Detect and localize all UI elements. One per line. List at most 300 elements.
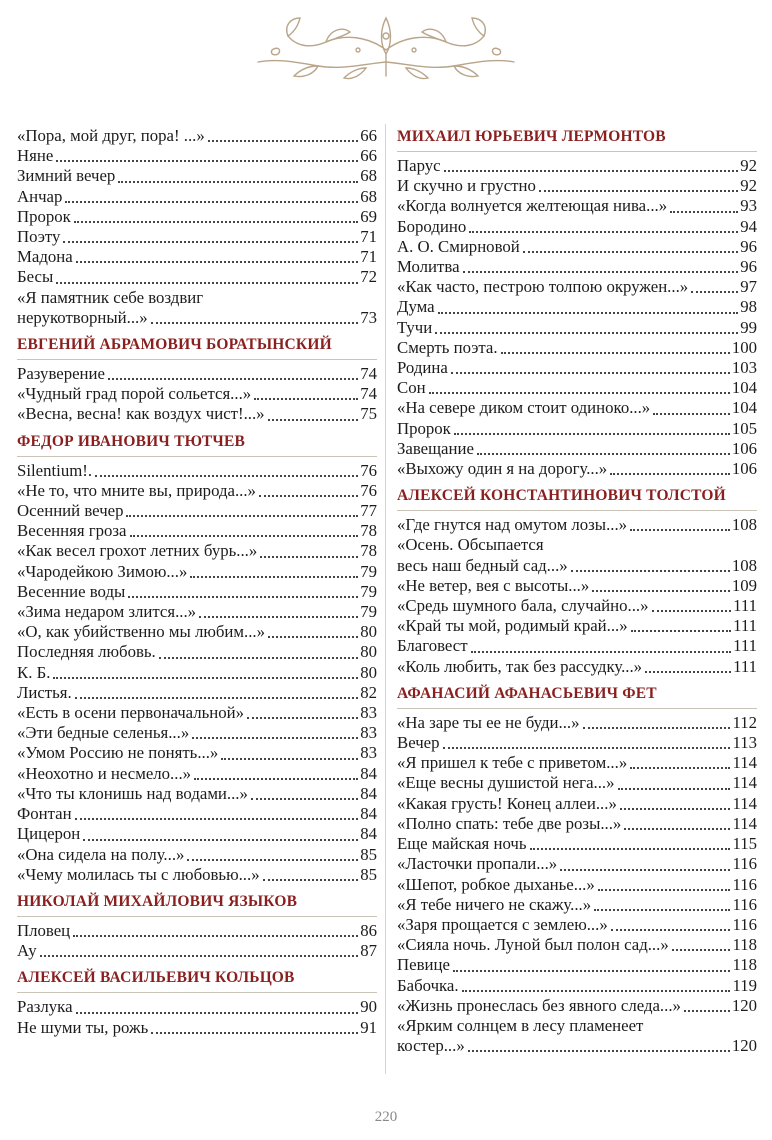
entry-page-number: 106 xyxy=(731,438,757,458)
entry-title: «Осень. Обсыпается xyxy=(397,535,544,555)
dot-leader xyxy=(73,934,358,937)
entry-title: Вечер xyxy=(397,733,440,753)
entry-title: «Какая грусть! Конец аллеи...» xyxy=(397,793,617,813)
entry-title: «Заря прощается с землею...» xyxy=(397,914,608,934)
entry-title: Весенняя гроза xyxy=(17,521,127,541)
toc-entry[interactable] xyxy=(397,338,757,358)
entry-title: Листья. xyxy=(17,682,72,702)
dot-leader xyxy=(592,589,730,592)
entry-title: Ау xyxy=(17,941,37,961)
toc-entry[interactable] xyxy=(17,784,377,804)
toc-entry[interactable] xyxy=(17,602,377,622)
toc-entry[interactable] xyxy=(397,439,757,459)
entry-title: «Не то, что мните вы, природа...» xyxy=(17,480,256,500)
dot-leader xyxy=(199,615,358,618)
entry-page-number: 78 xyxy=(360,521,377,541)
entry-page-number: 82 xyxy=(360,682,377,702)
entry-title: «Ласточки пропали...» xyxy=(397,854,558,874)
toc-entry[interactable] xyxy=(397,535,757,575)
dot-leader xyxy=(74,220,358,223)
entry-page-number: 114 xyxy=(732,773,757,793)
toc-entry[interactable] xyxy=(17,146,377,166)
toc-entry[interactable] xyxy=(397,955,757,975)
dot-leader xyxy=(610,472,730,475)
dot-leader xyxy=(435,331,738,334)
toc-entry[interactable] xyxy=(17,187,377,207)
entry-title-continued: весь наш бедный сад...» xyxy=(397,555,568,575)
toc-entry[interactable] xyxy=(17,207,377,227)
entry-title: «Коль любить, так без рассудку...» xyxy=(397,656,643,676)
toc-entry[interactable] xyxy=(397,773,757,793)
entry-title-continued: костер...» xyxy=(397,1036,465,1056)
dot-leader xyxy=(454,432,730,435)
author-heading: АФАНАСИЙ АФАНАСЬЕВИЧ ФЕТ xyxy=(397,683,757,709)
entry-page-number: 100 xyxy=(731,337,757,357)
entry-page-number: 87 xyxy=(360,941,377,961)
entry-title: Родина xyxy=(397,358,448,378)
toc-entry[interactable] xyxy=(397,616,757,636)
toc-entry[interactable] xyxy=(17,541,377,561)
dot-leader xyxy=(583,726,731,729)
entry-title: «Пора, мой друг, пора! ...» xyxy=(17,126,205,145)
dot-leader xyxy=(594,908,730,911)
entry-page-number: 84 xyxy=(360,804,377,824)
entry-page-number: 72 xyxy=(360,267,377,287)
entry-page-number: 91 xyxy=(360,1017,377,1037)
entry-title: Бесы xyxy=(17,267,54,287)
entry-title: «Где гнутся над омутом лозы...» xyxy=(397,515,628,535)
entry-page-number: 86 xyxy=(360,920,377,940)
toc-entry[interactable] xyxy=(17,267,377,287)
dot-leader xyxy=(108,377,358,380)
author-heading: АЛЕКСЕЙ КОНСТАНТИНОВИЧ ТОЛСТОЙ xyxy=(397,485,757,511)
entry-title: «Она сидела на полу...» xyxy=(17,844,185,864)
toc-entry[interactable] xyxy=(397,834,757,854)
entry-page-number: 111 xyxy=(733,656,757,676)
entry-title: «Чудный град порой сольется...» xyxy=(17,384,252,404)
toc-entry[interactable] xyxy=(17,288,377,328)
entry-page-number: 108 xyxy=(731,555,757,575)
toc-entry[interactable] xyxy=(397,935,757,955)
dot-leader xyxy=(192,736,358,739)
entry-page-number: 73 xyxy=(360,307,377,327)
dot-leader xyxy=(254,397,358,400)
entry-title: «Как весел грохот летних бурь...» xyxy=(17,541,258,561)
toc-entry[interactable] xyxy=(397,753,757,773)
entry-title: «Как часто, пестрою толпою окружен...» xyxy=(397,277,689,297)
toc-entry[interactable] xyxy=(17,622,377,642)
toc-entry[interactable] xyxy=(397,596,757,616)
entry-page-number: 85 xyxy=(360,844,377,864)
dot-leader xyxy=(620,807,731,810)
entry-page-number: 116 xyxy=(732,854,757,874)
entry-page-number: 119 xyxy=(732,975,757,995)
entry-title: Мадона xyxy=(17,247,73,267)
toc-entry[interactable] xyxy=(397,515,757,535)
entry-page-number: 90 xyxy=(360,997,377,1017)
toc-entry[interactable] xyxy=(397,794,757,814)
entry-title: Разлука xyxy=(17,997,73,1017)
dot-leader xyxy=(618,787,731,790)
dot-leader xyxy=(75,817,359,820)
entry-title: Благовест xyxy=(397,636,468,656)
toc-entry[interactable] xyxy=(17,997,377,1017)
entry-title: Тучи xyxy=(397,317,433,337)
entry-title: Пловец xyxy=(17,920,71,940)
entry-title: Весенние воды xyxy=(17,581,126,601)
dot-leader xyxy=(263,878,359,881)
dot-leader xyxy=(653,412,730,415)
entry-title: Еще майская ночь xyxy=(397,834,527,854)
dot-leader xyxy=(652,609,732,612)
entry-page-number: 83 xyxy=(360,723,377,743)
entry-page-number: 66 xyxy=(360,126,377,145)
toc-entry[interactable] xyxy=(397,459,757,479)
dot-leader xyxy=(83,838,358,841)
entry-title: «Есть в осени первоначальной» xyxy=(17,703,245,723)
toc-entry[interactable] xyxy=(17,865,377,885)
toc-entry[interactable] xyxy=(17,501,377,521)
dot-leader xyxy=(631,629,731,632)
dot-leader xyxy=(469,230,738,233)
toc-entry[interactable] xyxy=(17,663,377,683)
entry-title: «Не ветер, вея с высоты...» xyxy=(397,575,590,595)
toc-entry[interactable] xyxy=(17,126,377,146)
entry-page-number: 108 xyxy=(731,515,757,535)
dot-leader xyxy=(63,240,358,243)
toc-entry[interactable] xyxy=(397,895,757,915)
author-heading: ФЕДОР ИВАНОВИЧ ТЮТЧЕВ xyxy=(17,431,377,457)
dot-leader xyxy=(95,474,358,477)
dot-leader xyxy=(251,797,358,800)
toc-entry[interactable] xyxy=(17,481,377,501)
entry-page-number: 69 xyxy=(360,206,377,226)
entry-page-number: 116 xyxy=(732,874,757,894)
toc-entry[interactable] xyxy=(397,915,757,935)
toc-entry[interactable] xyxy=(397,237,757,257)
dot-leader xyxy=(56,159,358,162)
toc-entry[interactable] xyxy=(397,976,757,996)
dot-leader xyxy=(151,321,359,324)
entry-page-number: 79 xyxy=(360,602,377,622)
entry-page-number: 74 xyxy=(360,364,377,384)
entry-title: «Что ты клонишь над водами...» xyxy=(17,783,248,803)
dot-leader xyxy=(194,777,358,780)
dot-leader xyxy=(65,200,358,203)
toc-entry[interactable] xyxy=(17,743,377,763)
dot-leader xyxy=(630,766,730,769)
entry-page-number: 115 xyxy=(732,834,757,854)
dot-leader xyxy=(444,169,739,172)
entry-title: А. О. Смирновой xyxy=(397,236,520,256)
dot-leader xyxy=(443,746,731,749)
entry-page-number: 120 xyxy=(731,995,757,1015)
dot-leader xyxy=(438,311,739,314)
dot-leader xyxy=(40,954,359,957)
toc-entry[interactable] xyxy=(397,636,757,656)
toc-entry[interactable] xyxy=(17,941,377,961)
entry-title: Смерть поэта. xyxy=(397,337,498,357)
dot-leader xyxy=(429,391,730,394)
entry-page-number: 118 xyxy=(732,935,757,955)
toc-entry[interactable] xyxy=(17,247,377,267)
toc-entry[interactable] xyxy=(397,358,757,378)
entry-page-number: 92 xyxy=(740,156,757,175)
entry-title: Завещание xyxy=(397,438,474,458)
toc-entry[interactable] xyxy=(17,703,377,723)
dot-leader xyxy=(126,514,358,517)
entry-title: Пророк xyxy=(17,206,71,226)
entry-page-number: 80 xyxy=(360,662,377,682)
entry-title: Певице xyxy=(397,955,450,975)
entry-title: «Я тебе ничего не скажу...» xyxy=(397,894,592,914)
entry-title: «Я пришел к тебе с приветом...» xyxy=(397,753,628,773)
dot-leader xyxy=(530,847,731,850)
toc-entry[interactable] xyxy=(17,562,377,582)
entry-title: К. Б. xyxy=(17,662,51,682)
toc-entry[interactable] xyxy=(397,378,757,398)
entry-title: «Шепот, робкое дыханье...» xyxy=(397,874,595,894)
toc-entry[interactable] xyxy=(17,723,377,743)
dot-leader xyxy=(523,250,738,253)
entry-page-number: 109 xyxy=(731,575,757,595)
dot-leader xyxy=(453,969,731,972)
entry-page-number: 85 xyxy=(360,864,377,884)
entry-title: Дума xyxy=(397,297,435,317)
entry-title: Поэту xyxy=(17,227,61,247)
toc-entry[interactable] xyxy=(397,257,757,277)
entry-title: Разуверение xyxy=(17,364,105,384)
entry-page-number: 68 xyxy=(360,166,377,186)
toc-entry[interactable] xyxy=(397,398,757,418)
entry-page-number: 114 xyxy=(732,793,757,813)
entry-title: «О, как убийственно мы любим...» xyxy=(17,622,265,642)
entry-page-number: 112 xyxy=(732,712,757,732)
dot-leader xyxy=(260,555,358,558)
entry-title: «Я памятник себе воздвиг xyxy=(17,287,204,307)
dot-leader xyxy=(468,1049,730,1052)
entry-page-number: 111 xyxy=(733,596,757,616)
dot-leader xyxy=(128,595,358,598)
entry-title: Зимний вечер xyxy=(17,166,116,186)
toc-entry[interactable] xyxy=(17,166,377,186)
toc-entry[interactable] xyxy=(17,804,377,824)
toc-entry[interactable] xyxy=(17,461,377,481)
toc-entry[interactable] xyxy=(397,419,757,439)
dot-leader xyxy=(501,351,730,354)
toc-entry[interactable] xyxy=(397,1016,757,1056)
toc-entry[interactable] xyxy=(17,227,377,247)
entry-title: Сон xyxy=(397,378,426,398)
entry-title: «Средь шумного бала, случайно...» xyxy=(397,596,649,616)
dot-leader xyxy=(462,989,731,992)
toc-entry[interactable] xyxy=(397,733,757,753)
entry-page-number: 114 xyxy=(732,813,757,833)
dot-leader xyxy=(630,528,730,531)
entry-page-number: 79 xyxy=(360,581,377,601)
entry-title: «Чародейкою Зимою...» xyxy=(17,561,188,581)
dot-leader xyxy=(451,371,730,374)
toc-entry[interactable] xyxy=(17,1018,377,1038)
entry-page-number: 84 xyxy=(360,763,377,783)
dot-leader xyxy=(53,676,358,679)
toc-entry[interactable] xyxy=(17,845,377,865)
toc-entry[interactable] xyxy=(397,713,757,733)
entry-page-number: 68 xyxy=(360,186,377,206)
entry-title: «Сияла ночь. Луной был полон сад...» xyxy=(397,935,669,955)
dot-leader xyxy=(624,827,730,830)
entry-title: «Эти бедные селенья...» xyxy=(17,723,190,743)
entry-title: Фонтан xyxy=(17,804,72,824)
entry-page-number: 93 xyxy=(740,196,757,216)
entry-page-number: 96 xyxy=(740,236,757,256)
dot-leader xyxy=(151,1031,358,1034)
toc-entry[interactable] xyxy=(17,764,377,784)
entry-page-number: 78 xyxy=(360,541,377,561)
toc-entry[interactable] xyxy=(397,217,757,237)
entry-title: Silentium!. xyxy=(17,460,93,480)
toc-entry[interactable] xyxy=(17,404,377,424)
entry-page-number: 76 xyxy=(360,480,377,500)
entry-page-number: 111 xyxy=(733,636,757,656)
toc-entry[interactable] xyxy=(17,582,377,602)
entry-page-number: 120 xyxy=(731,1036,757,1056)
toc-entry[interactable] xyxy=(17,642,377,662)
dot-leader xyxy=(571,569,730,572)
entry-title: «Неохотно и несмело...» xyxy=(17,763,192,783)
toc-entry[interactable] xyxy=(397,196,757,216)
entry-page-number: 114 xyxy=(732,753,757,773)
entry-title: Осенний вечер xyxy=(17,501,124,521)
dot-leader xyxy=(56,281,358,284)
dot-leader xyxy=(118,180,358,183)
dot-leader xyxy=(477,452,730,455)
entry-page-number: 71 xyxy=(360,247,377,267)
entry-page-number: 105 xyxy=(731,418,757,438)
page-number: 220 xyxy=(374,1109,398,1125)
dot-leader xyxy=(259,494,358,497)
toc-entry[interactable] xyxy=(397,657,757,677)
author-heading: ЕВГЕНИЙ АБРАМОВИЧ БОРАТЫНСКИЙ xyxy=(17,334,377,360)
entry-title-continued: нерукотворный...» xyxy=(17,307,148,327)
entry-title: «На заре ты ее не буди...» xyxy=(397,712,580,732)
toc-entry[interactable] xyxy=(397,156,757,176)
dot-leader xyxy=(190,575,358,578)
dot-leader xyxy=(247,716,358,719)
toc-entry[interactable] xyxy=(397,176,757,196)
toc-entry[interactable] xyxy=(17,921,377,941)
entry-page-number: 116 xyxy=(732,914,757,934)
toc-entry[interactable] xyxy=(17,364,377,384)
entry-page-number: 97 xyxy=(740,277,757,297)
dot-leader xyxy=(471,650,731,653)
author-heading: НИКОЛАЙ МИХАЙЛОВИЧ ЯЗЫКОВ xyxy=(17,891,377,917)
entry-title: Бабочка. xyxy=(397,975,459,995)
entry-page-number: 106 xyxy=(731,459,757,479)
entry-page-number: 74 xyxy=(360,384,377,404)
entry-page-number: 84 xyxy=(360,783,377,803)
toc-entry[interactable] xyxy=(17,824,377,844)
toc-entry[interactable] xyxy=(397,814,757,834)
entry-title: «Выхожу один я на дорогу...» xyxy=(397,459,608,479)
toc-entry[interactable] xyxy=(397,854,757,874)
author-heading: АЛЕКСЕЙ ВАСИЛЬЕВИЧ КОЛЬЦОВ xyxy=(17,967,377,993)
entry-page-number: 104 xyxy=(731,378,757,398)
entry-title: «Чему молилась ты с любовью...» xyxy=(17,864,260,884)
entry-title: И скучно и грустно xyxy=(397,176,536,196)
entry-title: Не шуми ты, рожь xyxy=(17,1017,149,1037)
dot-leader xyxy=(684,1009,730,1012)
entry-title: «Весна, весна! как воздух чист!...» xyxy=(17,404,265,424)
entry-page-number: 83 xyxy=(360,703,377,723)
toc-entry[interactable] xyxy=(17,683,377,703)
toc-left-column xyxy=(17,126,377,1038)
dot-leader xyxy=(611,928,731,931)
entry-page-number: 96 xyxy=(740,257,757,277)
entry-page-number: 98 xyxy=(740,297,757,317)
dot-leader xyxy=(645,670,731,673)
dot-leader xyxy=(221,757,358,760)
entry-title: Последняя любовь. xyxy=(17,642,156,662)
toc-right-column xyxy=(397,126,757,1056)
entry-title: «Ярким солнцем в лесу пламенеет xyxy=(397,1015,644,1035)
entry-title: «Еще весны душистой нега...» xyxy=(397,773,615,793)
entry-page-number: 71 xyxy=(360,227,377,247)
entry-page-number: 84 xyxy=(360,824,377,844)
toc-entry[interactable] xyxy=(397,318,757,338)
dot-leader xyxy=(691,290,738,293)
dot-leader xyxy=(130,534,359,537)
column-divider xyxy=(385,124,386,1074)
entry-title: Молитва xyxy=(397,257,460,277)
dot-leader xyxy=(76,1011,359,1014)
toc-entry[interactable] xyxy=(17,521,377,541)
entry-page-number: 99 xyxy=(740,317,757,337)
entry-page-number: 92 xyxy=(740,176,757,196)
dot-leader xyxy=(670,210,738,213)
entry-page-number: 94 xyxy=(740,216,757,236)
entry-title: Няне xyxy=(17,146,54,166)
toc-entry[interactable] xyxy=(397,875,757,895)
dot-leader xyxy=(672,948,731,951)
toc-entry[interactable] xyxy=(397,996,757,1016)
toc-entry[interactable] xyxy=(17,384,377,404)
entry-page-number: 104 xyxy=(731,398,757,418)
entry-title: «Полно спать: тебе две розы...» xyxy=(397,813,622,833)
entry-title: Цицерон xyxy=(17,824,81,844)
entry-page-number: 79 xyxy=(360,561,377,581)
entry-page-number: 80 xyxy=(360,642,377,662)
entry-page-number: 83 xyxy=(360,743,377,763)
entry-title: «Умом Россию не понять...» xyxy=(17,743,219,763)
dot-leader xyxy=(598,888,731,891)
entry-page-number: 118 xyxy=(732,955,757,975)
dot-leader xyxy=(268,418,359,421)
entry-page-number: 80 xyxy=(360,622,377,642)
toc-entry[interactable] xyxy=(397,297,757,317)
toc-entry[interactable] xyxy=(397,277,757,297)
entry-title: «На севере диком стоит одиноко...» xyxy=(397,398,651,418)
entry-page-number: 113 xyxy=(732,733,757,753)
dot-leader xyxy=(75,696,359,699)
dot-leader xyxy=(208,139,358,142)
entry-page-number: 116 xyxy=(732,894,757,914)
dot-leader xyxy=(159,656,358,659)
entry-title: «Зима недаром злится...» xyxy=(17,602,197,622)
toc-entry[interactable] xyxy=(397,576,757,596)
dot-leader xyxy=(539,189,738,192)
entry-title: Парус xyxy=(397,156,441,175)
